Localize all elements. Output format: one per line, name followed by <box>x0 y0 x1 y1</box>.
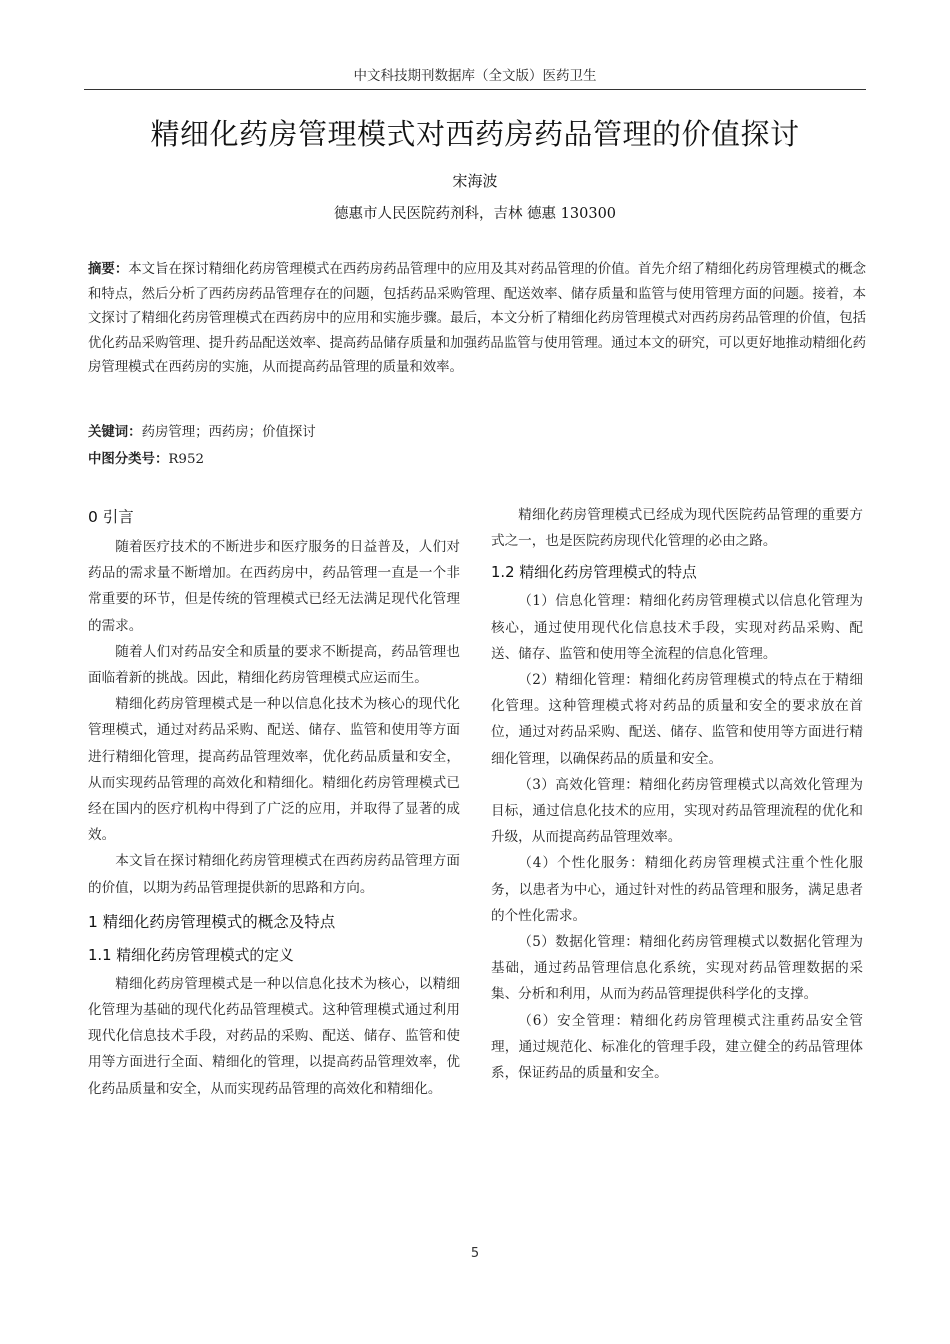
intro-paragraph: 随着人们对药品安全和质量的要求不断提高，药品管理也面临着新的挑战。因此，精细化药房管理模式应运而生。 <box>88 643 460 687</box>
feature-paragraph: （5）数据化管理：精细化药房管理模式以数据化管理为基础，通过药品管理信息化系统，实现对药品管理数据的采集、分析和利用，从而为药品管理提供科学化的支撑。 <box>491 934 863 1003</box>
section-heading-1: 1 精细化药房管理模式的概念及特点 <box>88 912 336 931</box>
abstract-text: 本文旨在探讨精细化药房管理模式在西药房药品管理中的应用及其对药品管理的价值。首先介绍了精细化药房管理模式的概念和特点，然后分析了西药房药品管理存在的问题，包括药品采购管理、配送效率、储存质量和监管与使用管理方面的问题。接着，本文探讨了精细化药房管理模式在西药房中的应用和实施步骤。最后，本文分析了精细化药房管理模式对西药房药品管理的价值，包括优化药品采购管理、提升药品配送效率、提高药品储存质量和加强药品监管与使用管理。通过本文的研究，可以更好地推动精细化药房管理模式在西药房的实施，从而提高药品管理的质量和效率。 <box>88 262 867 375</box>
abstract <box>88 258 866 381</box>
continued-paragraph: 精细化药房管理模式已经成为现代医院药品管理的重要方式之一，也是医院药房现代化管理的必由之路。 <box>491 507 863 550</box>
keywords-label: 关键词： <box>88 425 142 440</box>
abstract-label: 摘要： <box>88 262 129 277</box>
feature-paragraph: （1）信息化管理：精细化药房管理模式以信息化管理为核心，通过使用现代化信息技术手段，实现对药品采购、配送、储存、监管和使用等全流程的信息化管理。 <box>491 593 863 662</box>
intro-paragraph: 随着医疗技术的不断进步和医疗服务的日益普及，人们对药品的需求量不断增加。在西药房中，药品管理一直是一个非常重要的环节，但是传统的管理模式已经无法满足现代化管理的需求。 <box>88 539 460 634</box>
classification-number <box>88 448 866 472</box>
header-divider <box>84 89 866 90</box>
definition-paragraph: 精细化药房管理模式是一种以信息化技术为核心，以精细化管理为基础的现代化药品管理模式。这种管理模式通过利用现代化信息技术手段，对药品的采购、配送、储存、监管和使用等方面进行全面、精细化的管理，以提高药品管理效率，优化药品质量和安全，从而实现药品管理的高效化和精细化。 <box>88 975 460 1097</box>
author-affiliation: 德惠市人民医院药剂科，吉林 德惠 130300 <box>333 206 617 222</box>
page-number: 5 <box>470 1246 480 1261</box>
feature-paragraph: （2）精细化管理：精细化药房管理模式的特点在于精细化管理。这种管理模式将对药品的质量和安全的要求放在首位，通过对药品采购、配送、储存、监管和使用等方面进行精细化管理，以确保药品的质量和安全。 <box>491 672 863 767</box>
running-header: 中文科技期刊数据库（全文版）医药卫生 <box>353 68 597 84</box>
feature-paragraph: （6）安全管理：精细化药房管理模式注重药品安全管理，通过规范化、标准化的管理手段，建立健全的药品管理体系，保证药品的质量和安全。 <box>491 1012 863 1082</box>
feature-paragraph: （4）个性化服务：精细化药房管理模式注重个性化服务，以患者为中心，通过针对性的药品管理和服务，满足患者的个性化需求。 <box>491 855 863 924</box>
feature-paragraph: （3）高效化管理：精细化药房管理模式以高效化管理为目标，通过信息化技术的应用，实现对药品管理流程的优化和升级，从而提高药品管理效率。 <box>491 776 863 846</box>
keywords-text: 药房管理；西药房；价值探讨 <box>141 425 316 440</box>
section-heading-intro: 0 引言 <box>88 508 134 526</box>
left-column <box>88 502 460 1102</box>
right-column <box>491 502 863 1086</box>
author-name: 宋海波 <box>452 172 498 190</box>
intro-paragraph: 本文旨在探讨精细化药房管理模式在西药房药品管理方面的价值，以期为药品管理提供新的思路和方向。 <box>88 853 460 896</box>
section-heading-1-1: 1.1 精细化药房管理模式的定义 <box>88 946 294 964</box>
paper-title: 精细化药房管理模式对西药房药品管理的价值探讨 <box>150 117 800 151</box>
classification-text: R952 <box>168 452 204 467</box>
intro-paragraph: 精细化药房管理模式是一种以信息化技术为核心的现代化管理模式，通过对药品采购、配送、储存、监管和使用等方面进行精细化管理，提高药品管理效率，优化药品质量和安全，从而实现药品管理的高效化和精细化。精细化药房管理模式已经在国内的医疗机构中得到了广泛的应用，并取得了显著的成效。 <box>88 696 460 844</box>
classification-label: 中图分类号： <box>88 452 169 467</box>
section-heading-1-2: 1.2 精细化药房管理模式的特点 <box>491 564 697 582</box>
keywords <box>88 421 866 445</box>
